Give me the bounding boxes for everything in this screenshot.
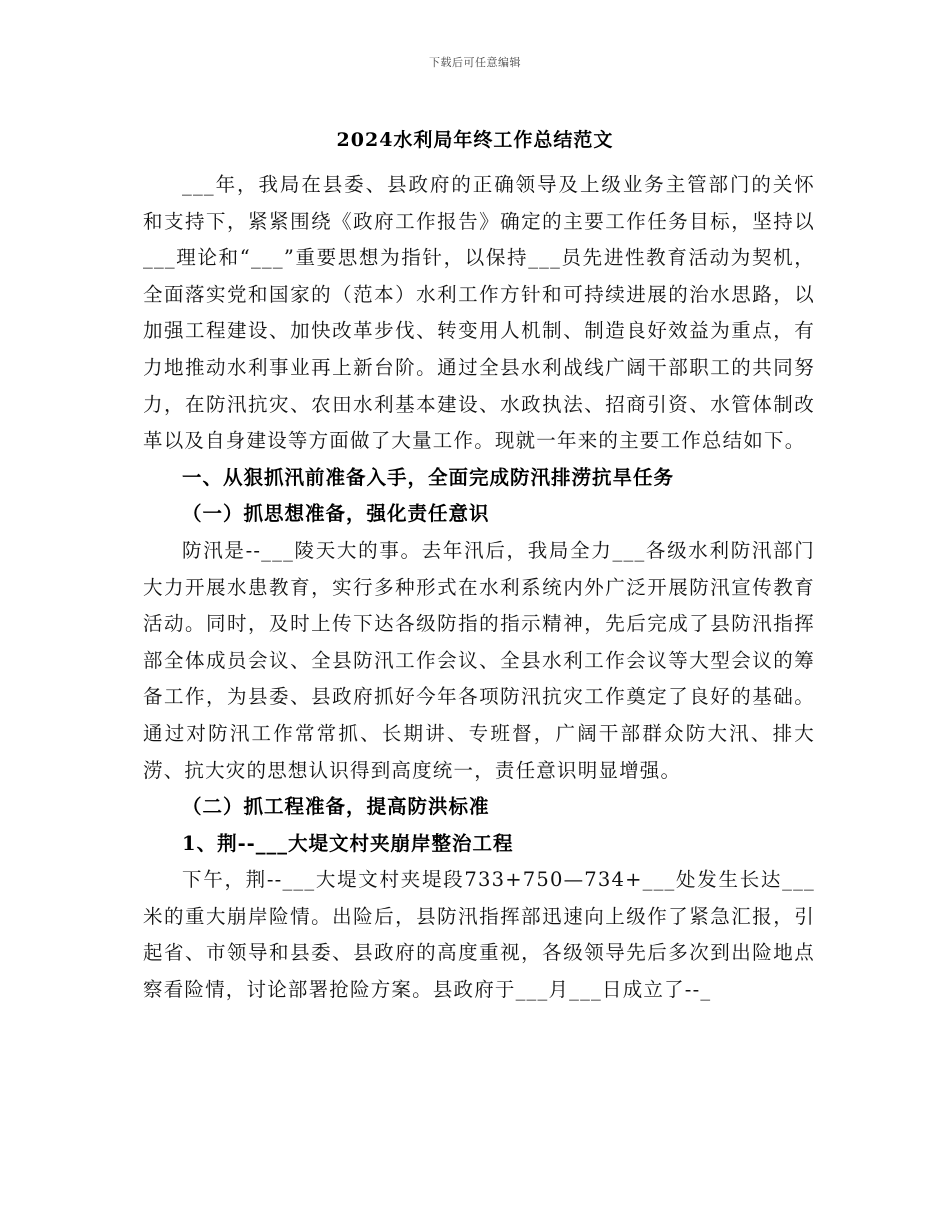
subsection-heading-2: （二）抓工程准备，提高防洪标准 xyxy=(182,795,490,819)
item-heading-1: 1、荆--___大堤文村夹崩岸整治工程 xyxy=(182,831,514,855)
document-body xyxy=(143,167,815,1009)
item-1-paragraph: 下午，荆--___大堤文村夹堤段733+750—734+___处发生长达___米的重大崩岸险情。出险后，县防汛指挥部迅速向上级作了紧急汇报，引起省、市领导和县委、县政府的高度重视，各级领导先后多次到出险地点察看险情，讨论部署抢险方案。县政府于___月___日成立了--_ xyxy=(143,868,815,1002)
section-heading-1: 一、从狠抓汛前准备入手，全面完成防汛排涝抗旱任务 xyxy=(182,465,675,489)
subsection-heading-1: （一）抓思想准备，强化责任意识 xyxy=(182,502,490,526)
subsection-1-paragraph: 防汛是--___陵天大的事。去年汛后，我局全力___各级水利防汛部门大力开展水患教育，实行多种形式在水利系统内外广泛开展防汛宣传教育活动。同时，及时上传下达各级防指的指示精神，先后完成了县防汛指挥部全体成员会议、全县防汛工作会议、全县水利工作会议等大型会议的筹备工作，为县委、县政府抓好今年各项防汛抗灾工作奠定了良好的基础。通过对防汛工作常常抓、长期讲、专班督，广阔干部群众防大汛、排大涝、抗大灾的思想认识得到高度统一，责任意识明显增强。 xyxy=(143,538,815,782)
page-header-note: 下载后可任意编辑 xyxy=(429,56,521,69)
intro-paragraph: ___年，我局在县委、县政府的正确领导及上级业务主管部门的关怀和支持下，紧紧围绕《政府工作报告》确定的主要工作任务目标，坚持以___理论和“___”重要思想为指针，以保持___员先进性教育活动为契机，全面落实党和国家的（范本）水利工作方针和可持续进展的治水思路，以加强工程建设、加快改革步伐、转变用人机制、制造良好效益为重点，有力地推动水利事业再上新台阶。通过全县水利战线广阔干部职工的共同努力，在防汛抗灾、农田水利基本建设、水政执法、招商引资、水管体制改革以及自身建设等方面做了大量工作。现就一年来的主要工作总结如下。 xyxy=(143,173,815,453)
document-title: 2024水利局年终工作总结范文 xyxy=(336,129,614,151)
